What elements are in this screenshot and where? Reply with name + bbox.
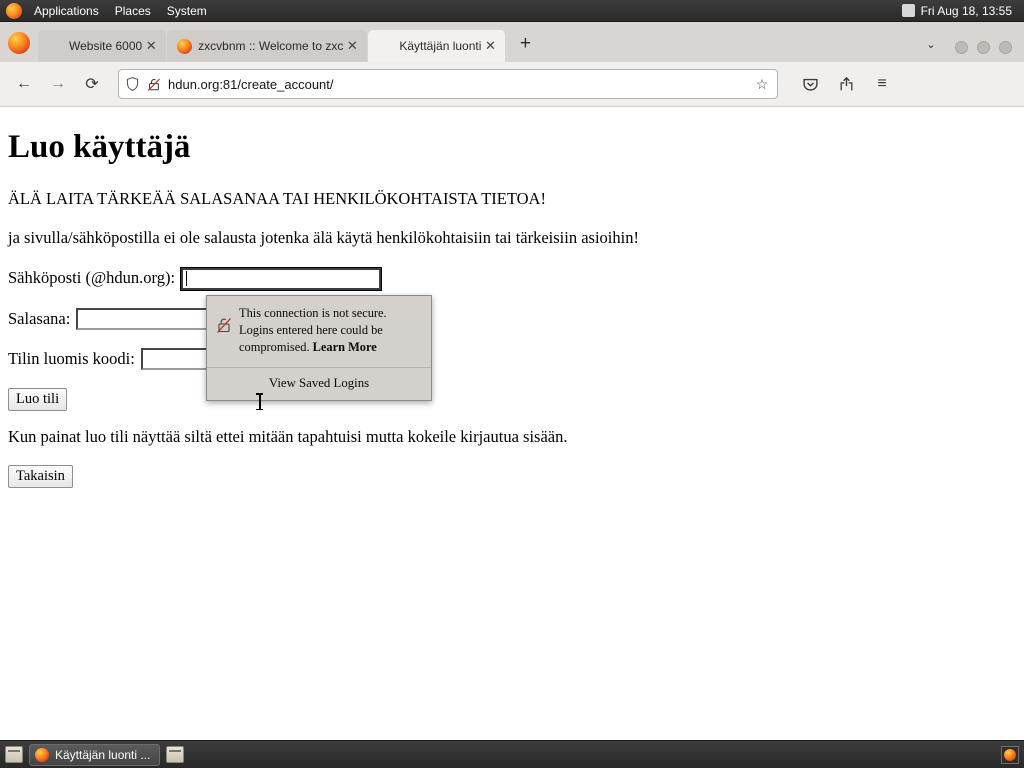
insecure-connection-icon[interactable] [147, 77, 161, 92]
tab-close-icon[interactable]: ✕ [346, 38, 358, 53]
tab-website-6000[interactable] [38, 30, 166, 62]
firefox-favicon [35, 748, 49, 762]
minimize-button[interactable] [955, 41, 968, 54]
hamburger-menu-icon[interactable]: ≡ [877, 75, 887, 92]
reload-button[interactable]: ⟳ [85, 76, 99, 93]
back-button[interactable]: ← [16, 75, 32, 92]
firefox-favicon [177, 39, 192, 54]
panel-menu-places[interactable]: Places [114, 3, 151, 18]
navigation-toolbar [0, 62, 1024, 107]
tab-close-icon[interactable]: ✕ [484, 38, 496, 53]
tracking-protection-shield-icon[interactable] [125, 76, 140, 92]
email-label: Sähköposti (@hdun.org): [8, 268, 176, 288]
tab-strip [0, 22, 1024, 62]
close-button[interactable] [999, 41, 1012, 54]
page-title: Luo käyttäjä [8, 129, 191, 165]
tab-close-icon[interactable]: ✕ [145, 38, 157, 53]
toolbar-right-group [794, 68, 898, 100]
email-field[interactable] [181, 268, 381, 290]
insecure-login-icon [216, 316, 232, 334]
panel-menu-applications[interactable]: Applications [34, 3, 99, 18]
firefox-logo [8, 32, 30, 54]
window-controls [945, 41, 1024, 62]
star-icon[interactable]: ☆ [755, 75, 769, 92]
tab-title: Website 6000 [69, 39, 143, 53]
invite-code-label: Tilin luomis koodi: [8, 348, 135, 368]
password-label: Salasana: [8, 308, 71, 328]
form-row-password [8, 308, 1016, 330]
learn-more-link[interactable]: Learn More [312, 340, 377, 355]
doorhanger-line-3-text: compromised. [239, 340, 310, 355]
forward-button[interactable]: → [50, 75, 66, 92]
view-saved-logins-button[interactable]: View Saved Logins [268, 376, 370, 391]
file-manager-icon[interactable] [166, 746, 184, 763]
doorhanger-line-1: This connection is not secure. [239, 306, 387, 320]
firefox-window [0, 22, 1024, 740]
maximize-button[interactable] [977, 41, 990, 54]
warning-caps-text: ÄLÄ LAITA TÄRKEÄÄ SALASANAA TAI HENKILÖKOHTAISTA TIETOA! [8, 189, 546, 208]
doorhanger-text [239, 305, 387, 356]
pocket-icon[interactable] [794, 68, 826, 100]
tab-zxcvbnm[interactable] [167, 30, 367, 62]
share-icon[interactable] [830, 68, 862, 100]
desktop-taskbar [0, 740, 1024, 768]
form-row-invite-code [8, 348, 1016, 370]
back-link-button[interactable]: Takaisin [8, 465, 73, 488]
panel-clock[interactable]: Fri Aug 18, 13:55 [920, 3, 1012, 18]
warning-note-text: ja sivulla/sähköpostilla ei ole salausta jotenka älä käytä henkilökohtaisiin tai tärkeisiin asioihin! [8, 228, 639, 248]
taskbar-window-label: Käyttäjän luonti ... [55, 747, 151, 762]
after-submit-note: Kun painat luo tili näyttää siltä ettei mitään tapahtuisi mutta kokeile kirjautua sisään. [8, 426, 568, 446]
form-row-email [8, 267, 1016, 290]
taskbar-window-button[interactable] [29, 744, 160, 766]
firefox-mini-icon[interactable] [6, 3, 22, 19]
doorhanger-line-3 [239, 339, 387, 356]
blank-favicon [48, 39, 63, 54]
address-bar[interactable] [118, 69, 778, 99]
insecure-login-doorhanger [206, 295, 432, 401]
text-caret [186, 271, 187, 286]
tab-title: zxcvbnm :: Welcome to zxc [198, 39, 344, 53]
create-account-button[interactable]: Luo tili [8, 388, 67, 411]
show-desktop-icon[interactable] [5, 746, 23, 763]
tab-kayttajan-luonti[interactable] [368, 30, 505, 62]
blank-favicon [378, 39, 393, 54]
firefox-tray-icon[interactable] [1001, 746, 1019, 764]
url-text[interactable]: hdun.org:81/create_account/ [168, 76, 334, 92]
doorhanger-body [207, 296, 431, 367]
mouse-cursor-ibeam [256, 393, 263, 410]
new-tab-button[interactable]: + [519, 33, 531, 54]
desktop-top-panel [0, 0, 1024, 22]
doorhanger-line-2: Logins entered here could be [239, 323, 383, 338]
page-content [0, 107, 1024, 740]
display-icon[interactable] [902, 4, 915, 17]
tab-title: Käyttäjän luonti [399, 39, 482, 53]
panel-menu-system[interactable]: System [166, 3, 207, 18]
chevron-down-icon[interactable]: ⌄ [926, 39, 936, 51]
